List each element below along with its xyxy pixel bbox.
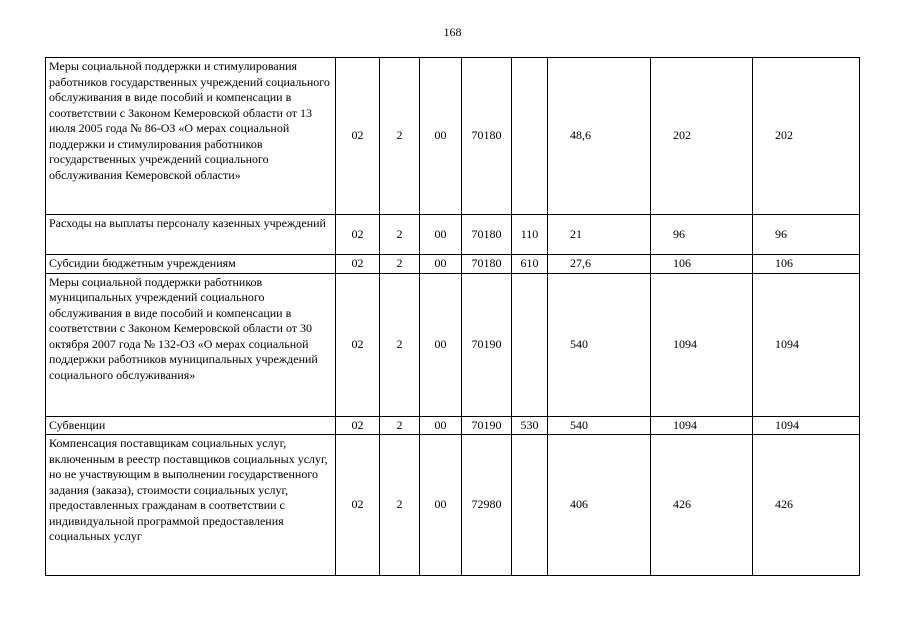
row-name: Субвенции [46, 416, 336, 435]
table-row [46, 215, 860, 255]
program-code: 00 [420, 58, 462, 215]
subsection-code: 2 [380, 435, 420, 576]
direction-code: 70190 [462, 273, 512, 416]
direction-code: 70180 [462, 58, 512, 215]
value-1: 540 [548, 273, 651, 416]
section-code: 02 [336, 273, 380, 416]
subsection-code: 2 [380, 215, 420, 255]
row-name: Меры социальной поддержки и стимулирования работников государственных учреждений социального обслуживания в виде пособий и компенсации в соответствии с Законом Кемеровской области от 13 июля 2005 года № 86-ОЗ «О мерах социальной поддержки и стимулирования работников государственных учреждений социального обслуживания Кемеровской области» [46, 58, 336, 215]
row-name: Компенсация поставщикам социальных услуг, включенным в реестр поставщиков социальных услуг, но не участвующим в выполнении государственного задания (заказа), стоимости социальных услуг, предоставленных гражданам в соответствии с индивидуальной программой предоставления социальных услуг [46, 435, 336, 576]
row-name: Меры социальной поддержки работников муниципальных учреждений социального обслуживания в виде пособий и компенсации в соответствии с Законом Кемеровской области от 30 октября 2007 года № 132-ОЗ «О мерах социальной поддержки работников муниципальных учреждений социального обслуживания» [46, 273, 336, 416]
row-name: Расходы на выплаты персоналу казенных учреждений [46, 215, 336, 255]
direction-code: 72980 [462, 435, 512, 576]
subsection-code: 2 [380, 58, 420, 215]
expense-type-code: 610 [512, 255, 548, 274]
value-2: 202 [651, 58, 753, 215]
budget-table [45, 57, 860, 576]
section-code: 02 [336, 255, 380, 274]
subsection-code: 2 [380, 273, 420, 416]
table-row [46, 435, 860, 576]
value-3: 1094 [753, 273, 860, 416]
table-row [46, 273, 860, 416]
value-3: 1094 [753, 416, 860, 435]
expense-type-code: 530 [512, 416, 548, 435]
table-row [46, 255, 860, 274]
direction-code: 70180 [462, 215, 512, 255]
value-1: 21 [548, 215, 651, 255]
direction-code: 70190 [462, 416, 512, 435]
value-1: 406 [548, 435, 651, 576]
program-code: 00 [420, 435, 462, 576]
value-2: 1094 [651, 416, 753, 435]
subsection-code: 2 [380, 416, 420, 435]
value-1: 27,6 [548, 255, 651, 274]
expense-type-code [512, 58, 548, 215]
value-2: 1094 [651, 273, 753, 416]
program-code: 00 [420, 273, 462, 416]
value-1: 540 [548, 416, 651, 435]
value-3: 202 [753, 58, 860, 215]
value-2: 96 [651, 215, 753, 255]
table-row [46, 58, 860, 215]
value-2: 426 [651, 435, 753, 576]
page-number: 168 [443, 25, 462, 39]
program-code: 00 [420, 215, 462, 255]
section-code: 02 [336, 215, 380, 255]
section-code: 02 [336, 58, 380, 215]
value-2: 106 [651, 255, 753, 274]
row-name: Субсидии бюджетным учреждениям [46, 255, 336, 274]
expense-type-code [512, 435, 548, 576]
section-code: 02 [336, 435, 380, 576]
value-3: 426 [753, 435, 860, 576]
subsection-code: 2 [380, 255, 420, 274]
value-3: 96 [753, 215, 860, 255]
section-code: 02 [336, 416, 380, 435]
value-1: 48,6 [548, 58, 651, 215]
program-code: 00 [420, 255, 462, 274]
expense-type-code [512, 273, 548, 416]
program-code: 00 [420, 416, 462, 435]
value-3: 106 [753, 255, 860, 274]
direction-code: 70180 [462, 255, 512, 274]
expense-type-code: 110 [512, 215, 548, 255]
table-row [46, 416, 860, 435]
